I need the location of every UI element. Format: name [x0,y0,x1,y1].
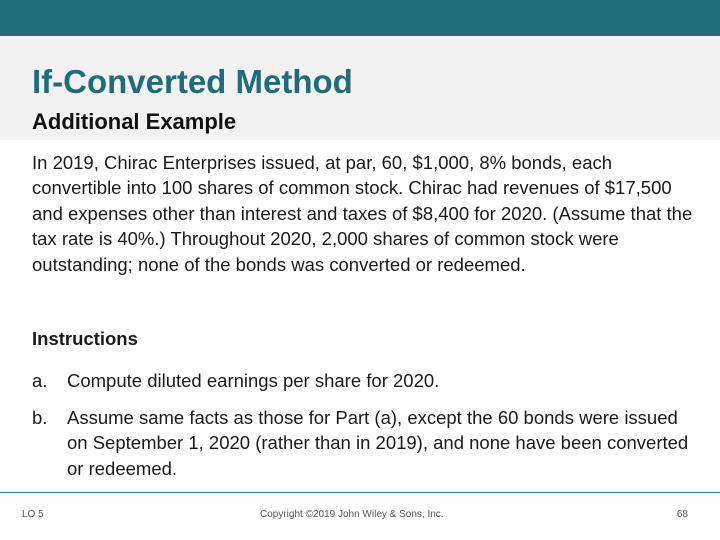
instruction-marker: b. [32,407,48,428]
page-number: 68 [676,509,688,520]
instruction-text: Compute diluted earnings per share for 2020. [67,370,440,391]
problem-statement: In 2019, Chirac Enterprises issued, at par, 60, $1,000, 8% bonds, each convertible into 100 shares of common stock. Chirac had revenues of $17,500 and expenses other than interest and taxes of $8,400 for 2020. (Assume that the tax rate is 40%.) Throughout 2020, 2,000 shares of common stock were outstanding; none of the bonds was converted or redeemed. [32,152,693,275]
header-bar [0,0,720,36]
instruction-item-a [32,368,698,393]
instruction-item-b [32,405,698,481]
instructions-heading: Instructions [32,328,138,349]
slide-title: If-Converted Method [32,63,353,100]
copyright-text: Copyright ©2019 John Wiley & Sons, Inc. [260,509,444,520]
footer-divider [0,492,720,493]
instruction-text: Assume same facts as those for Part (a), except the 60 bonds were issued on September 1, 2020 (rather than in 2019), and none have been converted or redeemed. [67,407,689,479]
instruction-marker: a. [32,370,48,391]
learning-objective-label: LO 5 [22,509,44,520]
slide-subtitle: Additional Example [32,109,237,134]
